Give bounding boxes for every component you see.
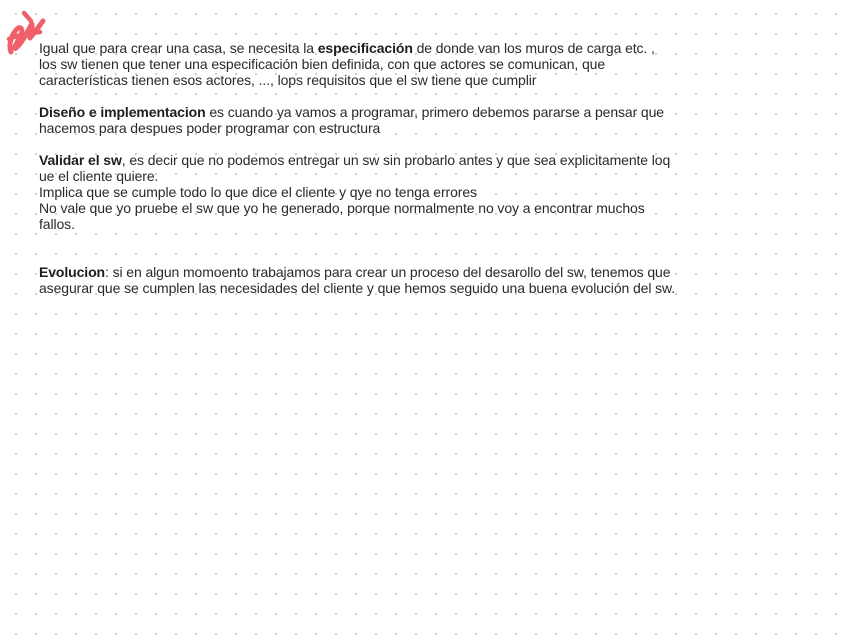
note-content [39,40,809,296]
paragraph-especificacion [39,40,809,88]
paragraph-diseno [39,104,809,136]
text-line: Implica que se cumple todo lo que dice el cliente y qye no tenga errores [39,184,477,200]
bold-term-evolucion: Evolucion [39,264,105,280]
paragraph-evolucion [39,264,809,296]
text-line: asegurar que se cumplen las necesidades del cliente y que hemos seguido una buena evolución del sw. [39,280,676,296]
text-line: Evolucion: si en algun momoento trabajamos para crear un proceso del desarollo del sw, tenemos que [39,264,671,280]
text-line: No vale que yo pruebe el sw que yo he generado, porque normalmente no voy a encontrar muchos [39,200,645,216]
text-line: ue el cliente quiere. [39,168,159,184]
bold-term-diseno: Diseño e implementacion [39,104,206,120]
bold-term-especificacion: especificación [317,40,413,56]
text-line: hacemos para despues poder programar con estructura [39,120,381,136]
paragraph-validar [39,152,809,232]
text-line: Igual que para crear una casa, se necesita la especificación de donde van los muros de carga etc. , [39,40,655,56]
text-line: Validar el sw, es decir que no podemos entregar un sw sin probarlo antes y que sea explicitamente loq [39,152,671,168]
bold-term-validar: Validar el sw [39,152,122,168]
text-line: los sw tienen que tener una especificación bien definida, con que actores se comunican, que [39,56,606,72]
text-line: fallos. [39,216,75,232]
text-line: Diseño e implementacion es cuando ya vamos a programar, primero debemos pararse a pensar que [39,104,664,120]
text-line: características tienen esos actores, ..., lops requisitos que el sw tiene que cumplir [39,72,537,88]
